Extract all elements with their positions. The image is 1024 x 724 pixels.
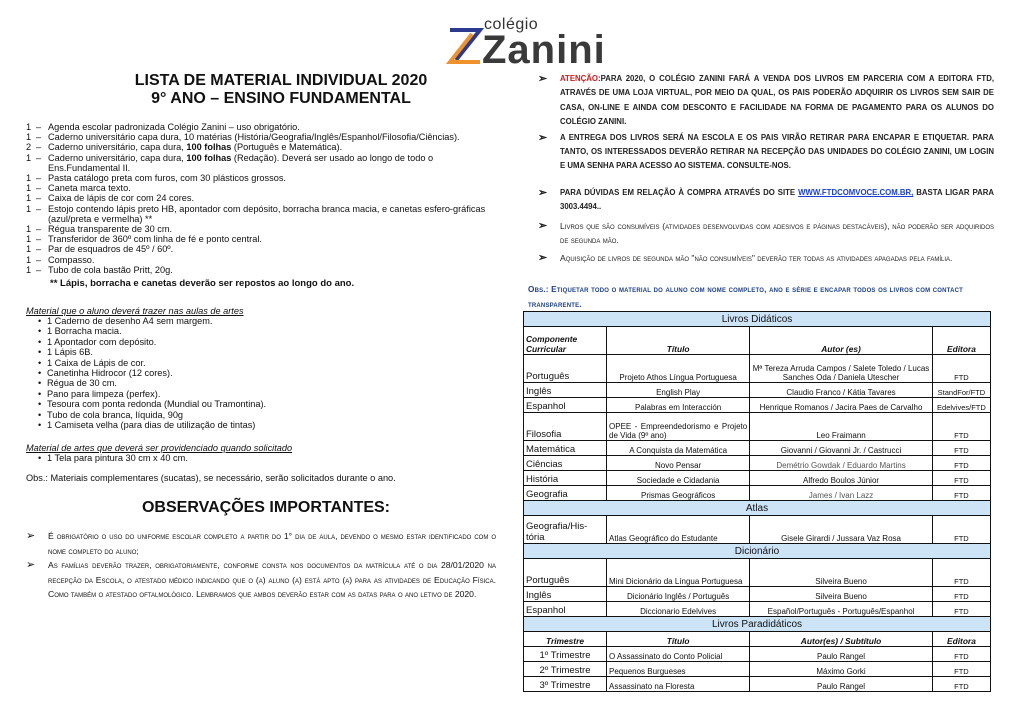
arts-item: • 1 Lápis 6B. bbox=[38, 347, 496, 357]
publisher-cell: FTD bbox=[932, 587, 990, 602]
obs-small-note: Obs.: Materiais complementares (sucatas), se necessário, serão solicitados durante o ano. bbox=[26, 472, 396, 483]
dicionario-rows bbox=[524, 559, 991, 617]
publisher-cell: FTD bbox=[932, 602, 990, 617]
dash: – bbox=[36, 234, 42, 245]
material-qty: 1 bbox=[26, 203, 32, 214]
doubts-text bbox=[560, 186, 994, 215]
arrow-bullet-icon: ➢ bbox=[538, 252, 548, 265]
material-qty: 1 bbox=[26, 264, 32, 275]
author-cell: Leo Fraimann bbox=[750, 413, 933, 441]
zanini-z-icon bbox=[446, 24, 486, 68]
subject-cell: História bbox=[524, 471, 607, 486]
atlas-title: Atlas bbox=[524, 501, 991, 516]
term-cell: 1º Trimestre bbox=[524, 647, 607, 662]
title-cell: Projeto Athos Língua Portuguesa bbox=[607, 355, 750, 383]
material-item bbox=[26, 183, 496, 193]
material-text-pre: Agenda escolar padronizada Colégio Zanini – uso obrigatório. bbox=[48, 122, 300, 132]
header-author: Autor (es) bbox=[750, 327, 933, 355]
arts-item: • 1 Camiseta velha (para dias de utilização de tintas) bbox=[38, 420, 496, 430]
arts-request-list bbox=[38, 453, 496, 463]
material-qty: 1 bbox=[26, 173, 32, 184]
material-text-pre: Caderno universitário capa dura, 10 matérias (História/Geografia/Inglês/Espanhol/Filosofia/Ciências). bbox=[48, 132, 460, 143]
publisher-cell: FTD bbox=[932, 677, 990, 692]
arts-item: • 1 Caderno de desenho A4 sem margem. bbox=[38, 316, 496, 326]
notice-item bbox=[538, 131, 994, 174]
material-item bbox=[26, 224, 496, 234]
subject-cell: Geografia bbox=[524, 486, 607, 501]
subject-cell: Espanhol bbox=[524, 602, 607, 617]
material-qty: 1 bbox=[26, 193, 32, 204]
material-text bbox=[48, 265, 496, 275]
paradidaticos-rows bbox=[524, 647, 991, 692]
author-cell: Silveira Bueno bbox=[750, 587, 933, 602]
title-cell: O Assassinato do Conto Policial bbox=[607, 647, 750, 662]
material-qty: 1 bbox=[26, 224, 32, 235]
table-row bbox=[524, 471, 991, 486]
material-item bbox=[26, 173, 496, 183]
table-row bbox=[524, 647, 991, 662]
observations-list bbox=[26, 529, 496, 602]
material-text-pre: Compasso. bbox=[48, 254, 95, 265]
material-item bbox=[26, 132, 496, 142]
header-title: Título bbox=[607, 327, 750, 355]
logo-big-text: Zanini bbox=[482, 28, 606, 72]
table-row bbox=[524, 559, 991, 587]
material-qty: 1 bbox=[26, 152, 32, 163]
logo-small-text: colégio bbox=[484, 16, 539, 33]
materials-list bbox=[26, 122, 496, 275]
material-text-pre: Caixa de lápis de cor com 24 cores. bbox=[48, 193, 195, 204]
author-cell: Silveira Bueno bbox=[750, 559, 933, 587]
subject-cell: Inglês bbox=[524, 587, 607, 602]
dash: – bbox=[36, 203, 42, 214]
arts-request-item: • 1 Tela para pintura 30 cm x 40 cm. bbox=[38, 453, 496, 463]
material-qty: 1 bbox=[26, 234, 32, 245]
ftd-site-link[interactable]: WWW.FTDCOMVOCE.COM.BR, bbox=[798, 187, 914, 197]
material-item bbox=[26, 204, 496, 224]
material-text bbox=[48, 132, 496, 142]
title-cell: English Play bbox=[607, 383, 750, 398]
notice-text bbox=[560, 72, 994, 130]
paradidaticos-title: Livros Paradidáticos bbox=[524, 617, 991, 632]
title-cell: Sociedade e Cidadania bbox=[607, 471, 750, 486]
table-row bbox=[524, 677, 991, 692]
material-text-bold: 100 folhas bbox=[186, 152, 232, 163]
author-cell: Demétrio Gowdak / Eduardo Martins bbox=[750, 456, 933, 471]
consumable-text: Livros que são consumíveis (atividades desenvolvidas com adesivos e páginas destacáveis), não poderão ser adquiridos de segunda mão. bbox=[560, 220, 994, 246]
material-qty: 1 bbox=[26, 244, 32, 255]
table-row bbox=[524, 398, 991, 413]
material-item bbox=[26, 255, 496, 265]
author-cell: Claudio Franco / Kátia Tavares bbox=[750, 383, 933, 398]
subject-cell: Inglês bbox=[524, 383, 607, 398]
dash: – bbox=[36, 132, 42, 143]
materials-note: ** Lápis, borracha e canetas deverão ser repostos ao longo do ano. bbox=[50, 278, 355, 290]
publisher-cell: FTD bbox=[932, 486, 990, 501]
material-item bbox=[26, 153, 496, 173]
books-info-column bbox=[528, 72, 994, 314]
table-row bbox=[524, 441, 991, 456]
material-text-pre: Estojo contendo lápis preto HB, apontador com depósito, borracha branca macia, e canetas esfero-gráficas (azul/preta e vermelha) ** bbox=[48, 203, 486, 224]
table-row bbox=[524, 587, 991, 602]
title-cell: Palabras em Interacción bbox=[607, 398, 750, 413]
second-hand-text: Aquisição de livros de segunda mão "não consumíveis" deverão ter todas as atividades apagadas pela família. bbox=[560, 253, 953, 264]
title-cell: Diccionario Edelvives bbox=[607, 602, 750, 617]
material-qty: 1 bbox=[26, 183, 32, 194]
material-item bbox=[26, 122, 496, 132]
header-subject: Componente Curricular bbox=[524, 327, 607, 355]
author-cell: Paulo Rangel bbox=[750, 647, 933, 662]
title-cell: Pequenos Burgueses bbox=[607, 662, 750, 677]
title-cell: Assassinato na Floresta bbox=[607, 677, 750, 692]
header-term: Trimestre bbox=[524, 632, 607, 647]
material-item bbox=[26, 142, 496, 152]
author-cell: Mª Tereza Arruda Campos / Salete Toledo / Lucas Sanches Oda / Daniela Utescher bbox=[750, 355, 933, 383]
arrow-bullet-icon: ➢ bbox=[538, 186, 548, 199]
material-qty: 1 bbox=[26, 254, 32, 265]
arts-heading: Material que o aluno deverá trazer nas aulas de artes bbox=[26, 306, 244, 317]
notice-item bbox=[538, 186, 994, 215]
material-text bbox=[48, 255, 496, 265]
table-row bbox=[524, 516, 991, 544]
subject-cell: Geografia/His-tória bbox=[524, 516, 607, 544]
arts-list bbox=[38, 316, 496, 430]
publisher-cell: FTD bbox=[932, 471, 990, 486]
section-band bbox=[524, 544, 991, 559]
title-cell: OPEE - Empreendedorismo e Projeto de Vida (9º ano) bbox=[607, 413, 750, 441]
dash: – bbox=[36, 152, 42, 163]
dash: – bbox=[36, 254, 42, 265]
didaticos-title: Livros Didáticos bbox=[524, 312, 991, 327]
material-qty: 1 bbox=[26, 122, 32, 132]
material-qty: 2 bbox=[26, 142, 32, 153]
arts-item: • 1 Caixa de Lápis de cor. bbox=[38, 358, 496, 368]
observation-item bbox=[26, 529, 496, 558]
material-text-pre: Caneta marca texto. bbox=[48, 183, 131, 194]
arts-item: • Tesoura com ponta redonda (Mundial ou Tramontina). bbox=[38, 399, 496, 409]
attention-label: ATENÇÃO bbox=[560, 74, 598, 83]
arts-item: • Tubo de cola branca, líquida, 90g bbox=[38, 410, 496, 420]
para-header-row bbox=[524, 632, 991, 647]
table-row bbox=[524, 486, 991, 501]
publisher-cell: Edelvives/FTD bbox=[932, 398, 990, 413]
term-cell: 2º Trimestre bbox=[524, 662, 607, 677]
material-text bbox=[48, 142, 496, 152]
arts-item: • Canetinha Hidrocor (12 cores). bbox=[38, 368, 496, 378]
attention-text: :PARA 2020, O COLÉGIO ZANINI FARÁ A VENDA DOS LIVROS EM PARCERIA COM A EDITORA FTD, ATRAVÉS DE UMA LOJA VIRTUAL, POR MEIO DA QUAL, OS PAIS PODERÃO ADQUIRIR OS LIVROS SEM SAIR DE CASA, ON-LINE E AINDA COM DESCONTO E FACILIDADE NA FORMA DE PAGAMENTO PARA OS ALUNOS DO COLÉGIO ZANINI. bbox=[560, 74, 994, 127]
section-band bbox=[524, 501, 991, 516]
material-item bbox=[26, 244, 496, 254]
notice-item bbox=[538, 219, 994, 248]
table-row bbox=[524, 355, 991, 383]
arrow-bullet-icon: ➢ bbox=[26, 559, 36, 572]
table-row bbox=[524, 602, 991, 617]
arrow-bullet-icon: ➢ bbox=[538, 131, 548, 144]
title-cell: Atlas Geográfico do Estudante bbox=[607, 516, 750, 544]
dash: – bbox=[36, 244, 42, 255]
author-cell: Máximo Gorki bbox=[750, 662, 933, 677]
publisher-cell: FTD bbox=[932, 516, 990, 544]
publisher-cell: FTD bbox=[932, 456, 990, 471]
arrow-bullet-icon: ➢ bbox=[538, 73, 548, 85]
table-row bbox=[524, 662, 991, 677]
table-header-row bbox=[524, 327, 991, 355]
title-cell: A Conquista da Matemática bbox=[607, 441, 750, 456]
title-line-1: LISTA DE MATERIAL INDIVIDUAL 2020 bbox=[134, 72, 428, 89]
header-publisher: Editora bbox=[932, 632, 990, 647]
material-text bbox=[48, 153, 496, 173]
publisher-cell: FTD bbox=[932, 559, 990, 587]
subject-cell: Espanhol bbox=[524, 398, 607, 413]
material-text bbox=[48, 204, 496, 224]
publisher-cell: StandFor/FTD bbox=[932, 383, 990, 398]
header-publisher: Editora bbox=[932, 327, 990, 355]
dash: – bbox=[36, 224, 42, 235]
arts-item: • 1 Apontador com depósito. bbox=[38, 337, 496, 347]
subject-cell: Português bbox=[524, 559, 607, 587]
books-notice-list bbox=[538, 72, 994, 266]
doubts-post: BASTA LIGAR PARA 3003.4494.. bbox=[560, 187, 994, 212]
author-cell: James / Ivan Lazz bbox=[750, 486, 933, 501]
title-line-2: 9° ANO – ENSINO FUNDAMENTAL bbox=[151, 90, 411, 107]
arts-item: • Régua de 30 cm. bbox=[38, 378, 496, 388]
table-row bbox=[524, 383, 991, 398]
author-cell: Gisele Girardi / Jussara Vaz Rosa bbox=[750, 516, 933, 544]
didaticos-rows bbox=[524, 355, 991, 501]
material-text-pre: Par de esquadros de 45º / 60º. bbox=[48, 244, 174, 255]
material-list-column bbox=[26, 72, 496, 602]
dash: – bbox=[36, 122, 42, 132]
subject-cell: Ciências bbox=[524, 456, 607, 471]
dash: – bbox=[36, 193, 42, 204]
material-item bbox=[26, 193, 496, 203]
material-text-post: (Português e Matemática). bbox=[231, 142, 343, 153]
publisher-cell: FTD bbox=[932, 647, 990, 662]
publisher-cell: FTD bbox=[932, 441, 990, 456]
publisher-cell: FTD bbox=[932, 662, 990, 677]
header-title: Título bbox=[607, 632, 750, 647]
observation-text: É obrigatório o uso do uniforme escolar completo a partir do 1° dia de aula, devendo o mesmo estar identificado com o nome completo do aluno; bbox=[48, 530, 496, 556]
material-text bbox=[48, 234, 496, 244]
author-cell: Giovanni / Giovanni Jr. / Castrucci bbox=[750, 441, 933, 456]
observation-text: As famílias deverão trazer, obrigatoriamente, conforme consta nos documentos da matrícula até o dia 28/01/2020 na recepção da Escola, o atestado médico indicando que o (a) aluno (a) está apto (a) para as atividades de Educação Física. Como também o atestado oftalmológico. Lembramos que ambos deverão estar com as datas para o ano letivo de 2020. bbox=[48, 560, 496, 600]
author-cell: Henrique Romanos / Jacira Paes de Carvalho bbox=[750, 398, 933, 413]
delivery-text: A ENTREGA DOS LIVROS SERÁ NA ESCOLA E OS PAIS VIRÃO RETIRAR PARA ENCAPAR E ETIQUETAR. PARA TANTO, OS INTERESSADOS DEVERÃO RETIRAR NA RECEPÇÃO DAS UNIDADES DO COLÉGIO ZANINI, UM LOGIN E UMA SENHA PARA ACESSO AO SISTEMA. CONSULTE-NOS. bbox=[560, 132, 994, 171]
term-cell: 3º Trimestre bbox=[524, 677, 607, 692]
material-text-pre: Régua transparente de 30 cm. bbox=[48, 224, 173, 235]
subject-cell: Filosofia bbox=[524, 413, 607, 441]
material-text bbox=[48, 244, 496, 254]
title-cell: Dicionário Inglês / Português bbox=[607, 587, 750, 602]
table-row bbox=[524, 456, 991, 471]
material-qty: 1 bbox=[26, 132, 32, 143]
material-item bbox=[26, 265, 496, 275]
observation-item bbox=[26, 558, 496, 602]
material-text-pre: Caderno universitário, capa dura, bbox=[48, 152, 187, 163]
school-logo bbox=[446, 14, 606, 70]
books-table bbox=[523, 311, 991, 692]
publisher-cell: FTD bbox=[932, 355, 990, 383]
material-text-bold: 100 folhas bbox=[186, 142, 232, 153]
author-cell: Alfredo Boulos Júnior bbox=[750, 471, 933, 486]
dash: – bbox=[36, 173, 42, 184]
material-text-pre: Tubo de cola bastão Pritt, 20g. bbox=[48, 264, 173, 275]
dash: – bbox=[36, 142, 42, 153]
table-row bbox=[524, 413, 991, 441]
title-cell: Novo Pensar bbox=[607, 456, 750, 471]
notice-item bbox=[538, 251, 994, 265]
arts-request-heading: Material de artes que deverá ser providenciado quando solicitado bbox=[26, 442, 293, 453]
atlas-rows bbox=[524, 516, 991, 544]
label-books-note: Obs.: Etiquetar todo o material do aluno com nome completo, ano e série e encapar todos os livros com contact transparente. bbox=[528, 282, 988, 314]
material-text-pre: Pasta catálogo preta com furos, com 30 plásticos grossos. bbox=[48, 173, 286, 184]
material-item bbox=[26, 234, 496, 244]
material-text bbox=[48, 193, 496, 203]
arts-item: • 1 Borracha macia. bbox=[38, 326, 496, 336]
section-band bbox=[524, 617, 991, 632]
doubts-pre: PARA DÚVIDAS EM RELAÇÃO À COMPRA ATRAVÉS DO SITE bbox=[560, 187, 799, 197]
material-text-pre: Caderno universitário, capa dura, bbox=[48, 142, 187, 153]
material-text bbox=[48, 183, 496, 193]
subject-cell: Matemática bbox=[524, 441, 607, 456]
material-text bbox=[48, 122, 496, 132]
dash: – bbox=[36, 183, 42, 194]
page-title bbox=[26, 72, 496, 108]
dicionario-title: Dicionário bbox=[524, 544, 991, 559]
author-cell: Paulo Rangel bbox=[750, 677, 933, 692]
header-author: Autor(es) / Subtítulo bbox=[750, 632, 933, 647]
material-text-post: (Redação). Deverá ser usado ao longo de todo o Ens.Fundamental II. bbox=[48, 152, 434, 173]
section-band bbox=[524, 312, 991, 327]
material-text bbox=[48, 224, 496, 234]
title-cell: Mini Dicionário da Língua Portuguesa bbox=[607, 559, 750, 587]
material-text bbox=[48, 173, 496, 183]
material-text-pre: Transferidor de 360º com linha de fé e ponto central. bbox=[48, 234, 262, 245]
notice-item bbox=[538, 72, 994, 130]
dash: – bbox=[36, 264, 42, 275]
author-cell: Español/Português - Português/Espanhol bbox=[750, 602, 933, 617]
title-cell: Prismas Geográficos bbox=[607, 486, 750, 501]
observations-title: OBSERVAÇÕES IMPORTANTES: bbox=[141, 498, 391, 516]
arrow-bullet-icon: ➢ bbox=[538, 219, 548, 232]
arrow-bullet-icon: ➢ bbox=[26, 529, 36, 542]
arts-item: • Pano para limpeza (perfex). bbox=[38, 389, 496, 399]
publisher-cell: FTD bbox=[932, 413, 990, 441]
subject-cell: Português bbox=[524, 355, 607, 383]
